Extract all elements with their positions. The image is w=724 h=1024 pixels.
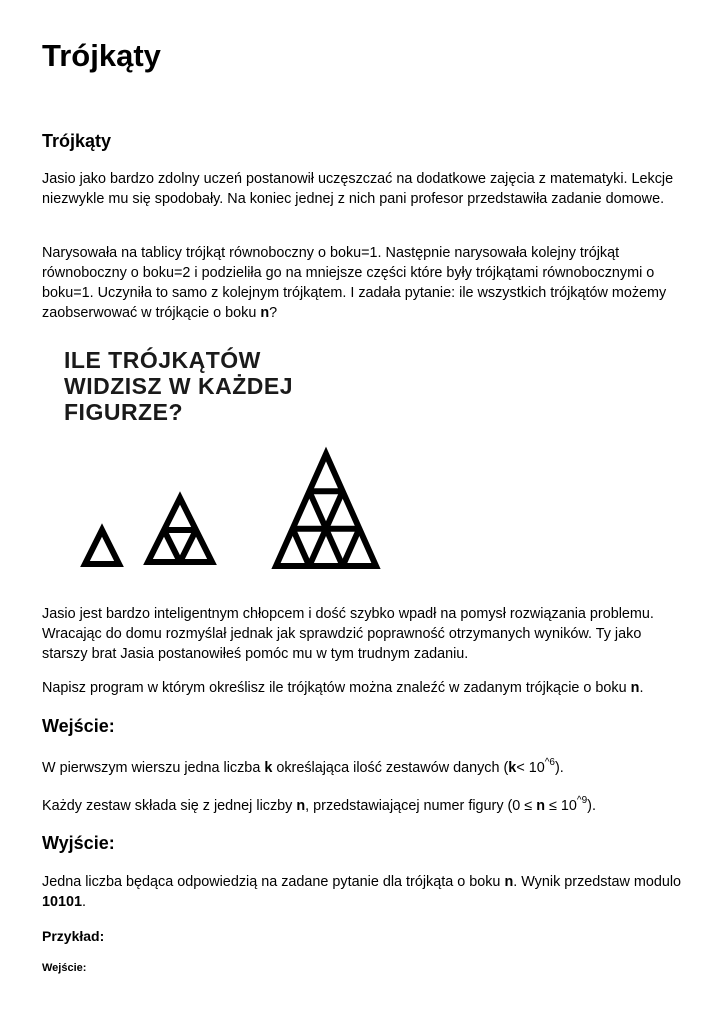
page-title: Trójkąty	[42, 38, 161, 73]
intro-paragraph-2-end: ?	[269, 305, 278, 321]
modulo-value: 10101	[42, 894, 83, 910]
example-heading: Przykład:	[42, 928, 105, 944]
output-paragraph	[42, 872, 682, 912]
story-paragraph: Jasio jest bardzo inteligentnym chłopcem i dość szybko wpadł na pomysł rozwiązania problemu. Wracając do domu rozmyślał jednak jak sprawdzić poprawność otrzymanych wyników. Ty jako starszy brat Jasia postanowiłeś pomóc mu w tym trudnym zadaniu.	[42, 606, 654, 662]
task-end: .	[639, 680, 644, 696]
input-line-2	[42, 796, 682, 816]
input-line-2-a: Każdy zestaw składa się z jednej liczby	[42, 798, 297, 814]
output-heading: Wyjście:	[42, 833, 115, 853]
output-text-b: . Wynik przedstaw modulo	[513, 874, 682, 890]
figure-caption-line-2: WIDZISZ W KAŻDEJ	[64, 373, 294, 399]
input-line-1-c: < 10	[516, 760, 545, 776]
task-paragraph	[42, 678, 682, 698]
input-line-1-b: określająca ilość zestawów danych (	[272, 760, 509, 776]
variable-n: n	[260, 305, 270, 321]
task-text: Napisz program w którym określisz ile trójkątów można znaleźć w zadanym trójkącie o boku	[42, 680, 631, 696]
input-line-1-d: ).	[555, 760, 564, 776]
intro-paragraph-2	[42, 243, 682, 323]
output-text-a: Jedna liczba będąca odpowiedzią na zadane pytanie dla trójkąta o boku	[42, 874, 505, 890]
input-line-2-d: ).	[587, 798, 596, 814]
triangles-figure	[62, 342, 402, 582]
figure-caption-line-3: FIGURZE?	[64, 399, 183, 425]
input-line-1-a: W pierwszym wierszu jedna liczba	[42, 760, 265, 776]
input-line-2-b: , przedstawiającej numer figury (0 ≤	[305, 798, 537, 814]
intro-paragraph-1: Jasio jako bardzo zdolny uczeń postanowił uczęszczać na dodatkowe zajęcia z matematyki. Lekcje niezwykle mu się spodobały. Na koniec jednej z nich pani profesor przedstawiła zadanie domowe.	[42, 171, 674, 207]
variable-n: n	[296, 798, 306, 814]
input-line-2-c: ≤ 10	[545, 798, 577, 814]
triangle-side-3	[276, 454, 376, 566]
output-text-c: .	[82, 894, 87, 910]
variable-k: k	[264, 760, 273, 776]
intro-paragraph-2-text: Narysowała na tablicy trójkąt równoboczny o boku=1. Następnie narysowała kolejny trójkąt równoboczny o boku=2 i podzieliła go na mniejsze części które były trójkątami równobocznymi o boku=1. Uczyniła to samo z kolejnym trójkątem. I zadała pytanie: ile wszystkich trójkątów możemy zaobserwować w trójkącie o boku	[42, 245, 667, 321]
input-heading: Wejście:	[42, 716, 115, 736]
variable-n: n	[630, 680, 640, 696]
example-input-label: Wejście:	[42, 962, 87, 974]
exponent: ^6	[544, 757, 555, 768]
variable-n: n	[536, 798, 545, 814]
triangle-side-2	[148, 498, 212, 562]
variable-n: n	[504, 874, 514, 890]
figure-caption-line-1: ILE TRÓJKĄTÓW	[64, 347, 261, 373]
triangles-illustration	[62, 342, 402, 582]
variable-k: k	[508, 760, 517, 776]
input-line-1	[42, 758, 682, 778]
exponent: ^9	[576, 795, 588, 806]
problem-subtitle: Trójkąty	[42, 131, 112, 151]
triangle-side-1	[85, 530, 119, 564]
